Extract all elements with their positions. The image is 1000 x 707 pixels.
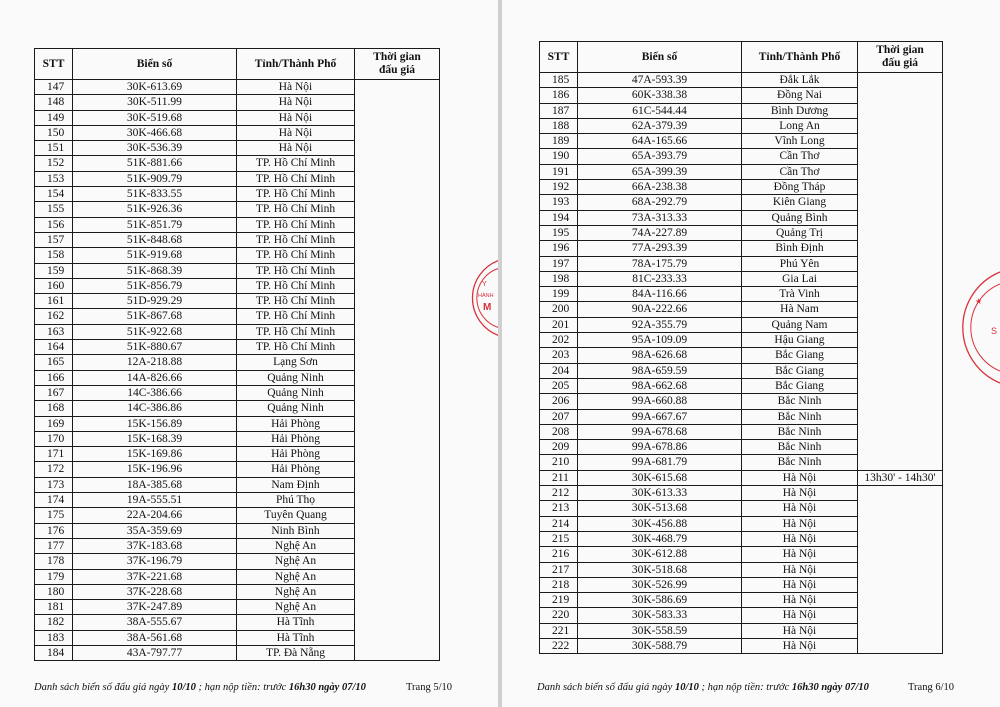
province-cell: Đồng Tháp bbox=[742, 180, 858, 195]
stt-cell: 147 bbox=[35, 80, 73, 95]
stt-cell: 150 bbox=[35, 125, 73, 140]
plate-cell: 15K-168.39 bbox=[73, 431, 237, 446]
plate-cell: 14A-826.66 bbox=[73, 370, 237, 385]
province-cell: Hà Nội bbox=[742, 531, 858, 546]
time-slot-cell-continued bbox=[858, 486, 943, 654]
stt-cell: 212 bbox=[540, 486, 578, 501]
plate-cell: 65A-393.79 bbox=[578, 149, 742, 164]
stt-cell: 173 bbox=[35, 477, 73, 492]
province-cell: Đắk Lắk bbox=[742, 73, 858, 88]
plate-cell: 15K-169.86 bbox=[73, 447, 237, 462]
province-cell: Hà Nội bbox=[237, 110, 355, 125]
stt-cell: 208 bbox=[540, 424, 578, 439]
footer-date: 10/10 bbox=[674, 682, 699, 693]
stt-cell: 167 bbox=[35, 385, 73, 400]
stt-cell: 190 bbox=[540, 149, 578, 164]
province-cell: TP. Hồ Chí Minh bbox=[237, 309, 355, 324]
footer-text-a: Danh sách biển số đấu giá ngày bbox=[537, 682, 675, 693]
province-cell: Hà Nội bbox=[742, 623, 858, 638]
stt-cell: 170 bbox=[35, 431, 73, 446]
stamp-text-left-3: M bbox=[483, 302, 492, 313]
province-cell: Hà Nội bbox=[742, 516, 858, 531]
header-time-line2: đấu giá bbox=[881, 57, 919, 69]
document-page-left bbox=[0, 0, 498, 707]
plate-cell: 51K-919.68 bbox=[73, 248, 237, 263]
footer-note-left bbox=[34, 682, 366, 693]
stt-cell: 214 bbox=[540, 516, 578, 531]
plate-table-right bbox=[539, 41, 943, 654]
stt-cell: 215 bbox=[540, 531, 578, 546]
stt-cell: 165 bbox=[35, 355, 73, 370]
province-cell: Hà Tĩnh bbox=[237, 630, 355, 645]
plate-cell: 30K-612.88 bbox=[578, 547, 742, 562]
plate-cell: 37K-221.68 bbox=[73, 569, 237, 584]
stt-cell: 202 bbox=[540, 333, 578, 348]
plate-cell: 73A-313.33 bbox=[578, 210, 742, 225]
plate-cell: 30K-468.79 bbox=[578, 531, 742, 546]
page-number-left: Trang 5/10 bbox=[406, 682, 452, 693]
stt-cell: 188 bbox=[540, 118, 578, 133]
stt-cell: 178 bbox=[35, 554, 73, 569]
plate-cell: 66A-238.38 bbox=[578, 180, 742, 195]
time-slot-cell-empty bbox=[858, 73, 943, 471]
plate-cell: 99A-678.68 bbox=[578, 424, 742, 439]
province-cell: Bắc Giang bbox=[742, 378, 858, 393]
stt-cell: 171 bbox=[35, 447, 73, 462]
plate-cell: 30K-518.68 bbox=[578, 562, 742, 577]
province-cell: Cần Thơ bbox=[742, 149, 858, 164]
footer-date: 10/10 bbox=[171, 682, 196, 693]
stt-cell: 221 bbox=[540, 623, 578, 638]
stt-cell: 213 bbox=[540, 501, 578, 516]
province-cell: TP. Hồ Chí Minh bbox=[237, 217, 355, 232]
stamp-fragment-left bbox=[470, 258, 498, 338]
header-province: Tỉnh/Thành Phố bbox=[742, 42, 858, 73]
province-cell: Đồng Nai bbox=[742, 88, 858, 103]
province-cell: Nghệ An bbox=[237, 554, 355, 569]
province-cell: Hải Phòng bbox=[237, 462, 355, 477]
province-cell: TP. Đà Nẵng bbox=[237, 645, 355, 660]
stt-cell: 204 bbox=[540, 363, 578, 378]
province-cell: Quảng Ninh bbox=[237, 385, 355, 400]
province-cell: Trà Vinh bbox=[742, 287, 858, 302]
footer-text-a: Danh sách biển số đấu giá ngày bbox=[34, 682, 172, 693]
stt-cell: 187 bbox=[540, 103, 578, 118]
plate-cell: 30K-558.59 bbox=[578, 623, 742, 638]
stt-cell: 209 bbox=[540, 440, 578, 455]
plate-cell: 15K-196.96 bbox=[73, 462, 237, 477]
plate-cell: 30K-586.69 bbox=[578, 593, 742, 608]
plate-cell: 51K-881.66 bbox=[73, 156, 237, 171]
plate-cell: 30K-513.68 bbox=[578, 501, 742, 516]
stt-cell: 152 bbox=[35, 156, 73, 171]
stt-cell: 186 bbox=[540, 88, 578, 103]
stt-cell: 182 bbox=[35, 615, 73, 630]
province-cell: Quảng Trị bbox=[742, 225, 858, 240]
stt-cell: 219 bbox=[540, 593, 578, 608]
header-plate: Biển số bbox=[73, 49, 237, 80]
plate-cell: 95A-109.09 bbox=[578, 333, 742, 348]
plate-cell: 51K-909.79 bbox=[73, 171, 237, 186]
stt-cell: 174 bbox=[35, 493, 73, 508]
stt-cell: 163 bbox=[35, 324, 73, 339]
stt-cell: 198 bbox=[540, 271, 578, 286]
province-cell: Quảng Bình bbox=[742, 210, 858, 225]
province-cell: Nam Định bbox=[237, 477, 355, 492]
province-cell: Nghệ An bbox=[237, 569, 355, 584]
plate-cell: 12A-218.88 bbox=[73, 355, 237, 370]
stt-cell: 211 bbox=[540, 470, 578, 485]
plate-cell: 30K-536.39 bbox=[73, 141, 237, 156]
province-cell: TP. Hồ Chí Minh bbox=[237, 278, 355, 293]
province-cell: TP. Hồ Chí Minh bbox=[237, 324, 355, 339]
plate-cell: 51K-867.68 bbox=[73, 309, 237, 324]
plate-cell: 30K-615.68 bbox=[578, 470, 742, 485]
stt-cell: 175 bbox=[35, 508, 73, 523]
province-cell: Hà Nam bbox=[742, 302, 858, 317]
province-cell: TP. Hồ Chí Minh bbox=[237, 187, 355, 202]
stamp-text-left-1: Y bbox=[482, 281, 487, 288]
plate-cell: 98A-626.68 bbox=[578, 348, 742, 363]
province-cell: Hà Nội bbox=[742, 470, 858, 485]
stt-cell: 205 bbox=[540, 378, 578, 393]
province-cell: Hải Phòng bbox=[237, 447, 355, 462]
table-row bbox=[540, 73, 943, 88]
province-cell: Long An bbox=[742, 118, 858, 133]
stt-cell: 216 bbox=[540, 547, 578, 562]
plate-cell: 51K-856.79 bbox=[73, 278, 237, 293]
plate-cell: 61C-544.44 bbox=[578, 103, 742, 118]
province-cell: Ninh Bình bbox=[237, 523, 355, 538]
province-cell: Vĩnh Long bbox=[742, 134, 858, 149]
plate-cell: 30K-466.68 bbox=[73, 125, 237, 140]
province-cell: TP. Hồ Chí Minh bbox=[237, 294, 355, 309]
plate-cell: 90A-222.66 bbox=[578, 302, 742, 317]
header-time-line1: Thời gian bbox=[373, 51, 421, 63]
stt-cell: 158 bbox=[35, 248, 73, 263]
stamp-fragment-right bbox=[957, 270, 1000, 385]
province-cell: TP. Hồ Chí Minh bbox=[237, 171, 355, 186]
plate-cell: 30K-456.88 bbox=[578, 516, 742, 531]
stt-cell: 180 bbox=[35, 584, 73, 599]
plate-cell: 38A-561.68 bbox=[73, 630, 237, 645]
stt-cell: 197 bbox=[540, 256, 578, 271]
province-cell: Bình Dương bbox=[742, 103, 858, 118]
province-cell: TP. Hồ Chí Minh bbox=[237, 232, 355, 247]
footer-deadline: 16h30 ngày 07/10 bbox=[288, 682, 366, 693]
plate-cell: 74A-227.89 bbox=[578, 225, 742, 240]
province-cell: Gia Lai bbox=[742, 271, 858, 286]
province-cell: Hà Nội bbox=[742, 577, 858, 592]
province-cell: Hải Phòng bbox=[237, 431, 355, 446]
stt-cell: 166 bbox=[35, 370, 73, 385]
footer-deadline: 16h30 ngày 07/10 bbox=[791, 682, 869, 693]
header-time-line2: đấu giá bbox=[378, 64, 416, 76]
stt-cell: 160 bbox=[35, 278, 73, 293]
province-cell: Quảng Ninh bbox=[237, 370, 355, 385]
province-cell: Hà Nội bbox=[237, 95, 355, 110]
stt-cell: 184 bbox=[35, 645, 73, 660]
plate-cell: 92A-355.79 bbox=[578, 317, 742, 332]
stt-cell: 179 bbox=[35, 569, 73, 584]
plate-cell: 98A-659.59 bbox=[578, 363, 742, 378]
province-cell: Quảng Ninh bbox=[237, 401, 355, 416]
province-cell: Cần Thơ bbox=[742, 164, 858, 179]
province-cell: Bắc Giang bbox=[742, 348, 858, 363]
stt-cell: 196 bbox=[540, 241, 578, 256]
plate-cell: 77A-293.39 bbox=[578, 241, 742, 256]
province-cell: Hải Phòng bbox=[237, 416, 355, 431]
province-cell: Bắc Ninh bbox=[742, 455, 858, 470]
plate-cell: 84A-116.66 bbox=[578, 287, 742, 302]
stt-cell: 154 bbox=[35, 187, 73, 202]
province-cell: TP. Hồ Chí Minh bbox=[237, 263, 355, 278]
province-cell: Hà Tĩnh bbox=[237, 615, 355, 630]
stt-cell: 172 bbox=[35, 462, 73, 477]
province-cell: Phú Thọ bbox=[237, 493, 355, 508]
table-header-row bbox=[540, 42, 943, 73]
footer-text-b: ; hạn nộp tiền: trước bbox=[698, 682, 792, 693]
table-row bbox=[35, 80, 440, 95]
stt-cell: 177 bbox=[35, 538, 73, 553]
stt-cell: 193 bbox=[540, 195, 578, 210]
stamp-star-icon: ★ bbox=[975, 297, 983, 306]
province-cell: Hậu Giang bbox=[742, 333, 858, 348]
plate-cell: 99A-660.88 bbox=[578, 394, 742, 409]
stt-cell: 200 bbox=[540, 302, 578, 317]
stt-cell: 183 bbox=[35, 630, 73, 645]
table-row bbox=[540, 486, 943, 501]
stt-cell: 185 bbox=[540, 73, 578, 88]
plate-cell: 15K-156.89 bbox=[73, 416, 237, 431]
stt-cell: 191 bbox=[540, 164, 578, 179]
plate-cell: 65A-399.39 bbox=[578, 164, 742, 179]
plate-cell: 37K-228.68 bbox=[73, 584, 237, 599]
plate-cell: 51D-929.29 bbox=[73, 294, 237, 309]
province-cell: Bình Định bbox=[742, 241, 858, 256]
plate-cell: 30K-613.69 bbox=[73, 80, 237, 95]
plate-cell: 51K-922.68 bbox=[73, 324, 237, 339]
plate-cell: 51K-868.39 bbox=[73, 263, 237, 278]
stt-cell: 148 bbox=[35, 95, 73, 110]
stt-cell: 176 bbox=[35, 523, 73, 538]
province-cell: Bắc Giang bbox=[742, 363, 858, 378]
plate-cell: 22A-204.66 bbox=[73, 508, 237, 523]
stt-cell: 207 bbox=[540, 409, 578, 424]
stt-cell: 210 bbox=[540, 455, 578, 470]
header-stt: STT bbox=[35, 49, 73, 80]
table-header-row bbox=[35, 49, 440, 80]
stt-cell: 181 bbox=[35, 600, 73, 615]
stt-cell: 151 bbox=[35, 141, 73, 156]
plate-cell: 30K-511.99 bbox=[73, 95, 237, 110]
stamp-text-right: S bbox=[991, 326, 998, 336]
stt-cell: 189 bbox=[540, 134, 578, 149]
province-cell: Phú Yên bbox=[742, 256, 858, 271]
plate-cell: 64A-165.66 bbox=[578, 134, 742, 149]
table-row bbox=[540, 470, 943, 485]
province-cell: Bắc Ninh bbox=[742, 440, 858, 455]
page-number-right: Trang 6/10 bbox=[908, 682, 954, 693]
plate-cell: 30K-613.33 bbox=[578, 486, 742, 501]
plate-cell: 18A-385.68 bbox=[73, 477, 237, 492]
stt-cell: 169 bbox=[35, 416, 73, 431]
plate-cell: 62A-379.39 bbox=[578, 118, 742, 133]
stt-cell: 168 bbox=[35, 401, 73, 416]
header-time bbox=[355, 49, 440, 80]
province-cell: Hà Nội bbox=[742, 638, 858, 653]
stt-cell: 153 bbox=[35, 171, 73, 186]
province-cell: Kiên Giang bbox=[742, 195, 858, 210]
stt-cell: 217 bbox=[540, 562, 578, 577]
plate-cell: 51K-848.68 bbox=[73, 232, 237, 247]
plate-table-left bbox=[34, 48, 440, 661]
province-cell: Bắc Ninh bbox=[742, 409, 858, 424]
footer-note-right bbox=[537, 682, 869, 693]
plate-cell: 99A-678.86 bbox=[578, 440, 742, 455]
province-cell: Hà Nội bbox=[742, 486, 858, 501]
province-cell: Hà Nội bbox=[237, 80, 355, 95]
stamp-text-left-2: HÀNH bbox=[478, 293, 494, 299]
stt-cell: 192 bbox=[540, 180, 578, 195]
plate-cell: 30K-588.79 bbox=[578, 638, 742, 653]
plate-cell: 81C-233.33 bbox=[578, 271, 742, 286]
header-stt: STT bbox=[540, 42, 578, 73]
province-cell: TP. Hồ Chí Minh bbox=[237, 156, 355, 171]
province-cell: Bắc Ninh bbox=[742, 424, 858, 439]
province-cell: Hà Nội bbox=[742, 501, 858, 516]
province-cell: Hà Nội bbox=[237, 141, 355, 156]
stt-cell: 203 bbox=[540, 348, 578, 363]
plate-cell: 51K-851.79 bbox=[73, 217, 237, 232]
stt-cell: 164 bbox=[35, 340, 73, 355]
plate-cell: 37K-183.68 bbox=[73, 538, 237, 553]
plate-cell: 78A-175.79 bbox=[578, 256, 742, 271]
plate-cell: 30K-519.68 bbox=[73, 110, 237, 125]
province-cell: Nghệ An bbox=[237, 538, 355, 553]
province-cell: Nghệ An bbox=[237, 600, 355, 615]
plate-cell: 30K-526.99 bbox=[578, 577, 742, 592]
plate-cell: 47A-593.39 bbox=[578, 73, 742, 88]
province-cell: Lạng Sơn bbox=[237, 355, 355, 370]
stt-cell: 195 bbox=[540, 225, 578, 240]
province-cell: Nghệ An bbox=[237, 584, 355, 599]
plate-cell: 99A-667.67 bbox=[578, 409, 742, 424]
province-cell: TP. Hồ Chí Minh bbox=[237, 202, 355, 217]
province-cell: Hà Nội bbox=[742, 608, 858, 623]
stt-cell: 156 bbox=[35, 217, 73, 232]
document-page-right bbox=[502, 0, 1000, 707]
time-slot-cell bbox=[355, 80, 440, 661]
province-cell: Hà Nội bbox=[237, 125, 355, 140]
plate-cell: 37K-196.79 bbox=[73, 554, 237, 569]
plate-cell: 14C-386.66 bbox=[73, 385, 237, 400]
header-time-line1: Thời gian bbox=[876, 44, 924, 56]
plate-cell: 60K-338.38 bbox=[578, 88, 742, 103]
header-plate: Biển số bbox=[578, 42, 742, 73]
stt-cell: 218 bbox=[540, 577, 578, 592]
stt-cell: 201 bbox=[540, 317, 578, 332]
plate-cell: 30K-583.33 bbox=[578, 608, 742, 623]
province-cell: Hà Nội bbox=[742, 547, 858, 562]
province-cell: TP. Hồ Chí Minh bbox=[237, 340, 355, 355]
stt-cell: 149 bbox=[35, 110, 73, 125]
stt-cell: 162 bbox=[35, 309, 73, 324]
plate-cell: 35A-359.69 bbox=[73, 523, 237, 538]
stt-cell: 155 bbox=[35, 202, 73, 217]
plate-cell: 19A-555.51 bbox=[73, 493, 237, 508]
stt-cell: 206 bbox=[540, 394, 578, 409]
province-cell: Tuyên Quang bbox=[237, 508, 355, 523]
plate-cell: 98A-662.68 bbox=[578, 378, 742, 393]
stt-cell: 194 bbox=[540, 210, 578, 225]
stt-cell: 222 bbox=[540, 638, 578, 653]
plate-cell: 14C-386.86 bbox=[73, 401, 237, 416]
province-cell: Bắc Ninh bbox=[742, 394, 858, 409]
stt-cell: 199 bbox=[540, 287, 578, 302]
time-slot-cell: 13h30' - 14h30' bbox=[858, 470, 943, 485]
header-province: Tỉnh/Thành Phố bbox=[237, 49, 355, 80]
plate-cell: 37K-247.89 bbox=[73, 600, 237, 615]
stt-cell: 159 bbox=[35, 263, 73, 278]
plate-cell: 43A-797.77 bbox=[73, 645, 237, 660]
plate-cell: 51K-926.36 bbox=[73, 202, 237, 217]
province-cell: Hà Nội bbox=[742, 593, 858, 608]
province-cell: TP. Hồ Chí Minh bbox=[237, 248, 355, 263]
header-time bbox=[858, 42, 943, 73]
footer-text-b: ; hạn nộp tiền: trước bbox=[195, 682, 289, 693]
stt-cell: 161 bbox=[35, 294, 73, 309]
plate-cell: 68A-292.79 bbox=[578, 195, 742, 210]
plate-cell: 99A-681.79 bbox=[578, 455, 742, 470]
stt-cell: 157 bbox=[35, 232, 73, 247]
province-cell: Hà Nội bbox=[742, 562, 858, 577]
province-cell: Quảng Nam bbox=[742, 317, 858, 332]
plate-cell: 51K-880.67 bbox=[73, 340, 237, 355]
plate-cell: 38A-555.67 bbox=[73, 615, 237, 630]
stt-cell: 220 bbox=[540, 608, 578, 623]
plate-cell: 51K-833.55 bbox=[73, 187, 237, 202]
